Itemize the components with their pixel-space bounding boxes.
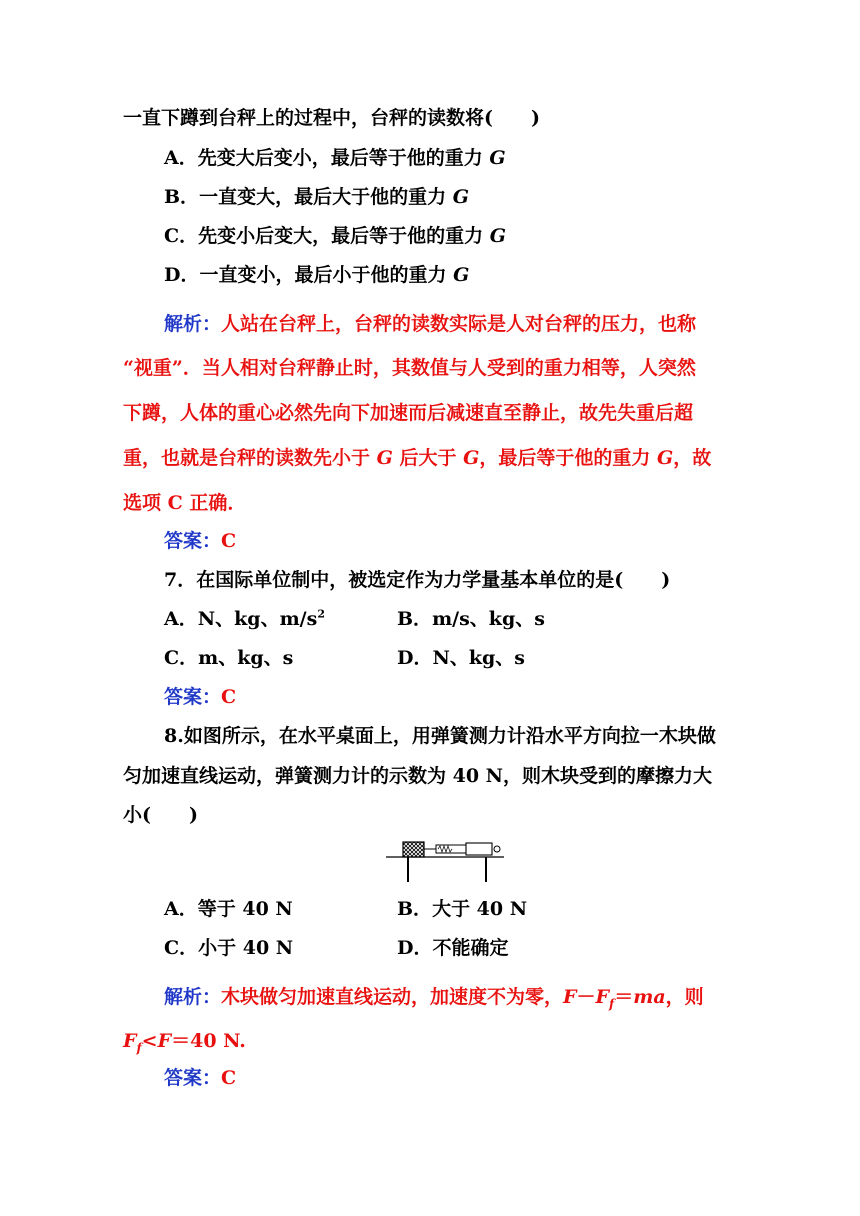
option-letter: C． xyxy=(164,937,199,959)
analysis-text: ，最后等于他的重力 xyxy=(479,447,657,469)
option-var: G xyxy=(452,186,469,208)
q6-analysis-line1 xyxy=(164,312,696,336)
option-text: N、kg、m/s xyxy=(197,608,318,630)
option-text: N、kg、s xyxy=(432,647,525,669)
analysis-label: 解析： xyxy=(164,313,222,335)
q6-analysis-line2 xyxy=(123,356,696,380)
option-var: G xyxy=(489,147,506,169)
analysis-text: 重，也就是台秤的读数先小于 xyxy=(123,447,377,469)
option-text: 一直变大，最后大于他的重力 xyxy=(199,186,453,208)
analysis-text: ，故 xyxy=(673,447,712,469)
option-letter: A． xyxy=(164,608,198,630)
option-text: 小于 40 N xyxy=(198,937,294,959)
q7-answer xyxy=(164,685,236,709)
q6-analysis-line3 xyxy=(123,401,693,425)
analysis-text: ，则 xyxy=(665,986,704,1008)
option-text: 先变大后变小，最后等于他的重力 xyxy=(197,147,490,169)
formula-var: F xyxy=(123,1030,137,1052)
answer-label: 答案： xyxy=(164,530,222,552)
q8-stem-text: 匀加速直线运动，弹簧测力计的示数为 40 N，则木块受到的摩擦力大 xyxy=(123,765,713,787)
analysis-var: G xyxy=(656,447,674,469)
q6-option-a xyxy=(164,146,506,170)
q8-stem-line3 xyxy=(123,803,198,827)
spring-scale-handle xyxy=(466,843,492,855)
option-text: m、kg、s xyxy=(198,647,294,669)
option-text: 一直变小，最后小于他的重力 xyxy=(199,264,454,286)
analysis-text: “视重”．当人相对台秤静止时，其数值与人受到的重力相等，人突然 xyxy=(123,357,696,379)
answer-value: C xyxy=(221,530,237,552)
formula-var: F xyxy=(563,986,577,1008)
analysis-text: 后大于 xyxy=(392,447,464,469)
analysis-text: 下蹲，人体的重心必然先向下加速而后减速直至静止，故先失重后超 xyxy=(123,402,694,424)
option-text: 先变小后变大，最后等于他的重力 xyxy=(198,225,490,247)
formula-var: ma xyxy=(633,986,666,1008)
option-text: m/s、kg、s xyxy=(432,608,545,630)
formula-subscript: f xyxy=(609,996,615,1011)
spring-scale-ring xyxy=(494,846,500,852)
spring-scale-body xyxy=(436,845,466,853)
formula-op: ＝ xyxy=(614,986,634,1008)
spring-scale-figure xyxy=(380,836,510,886)
option-letter: B． xyxy=(397,898,433,920)
q6-analysis-line5 xyxy=(123,491,246,515)
formula-op: < xyxy=(141,1030,158,1052)
q7-option-c xyxy=(164,646,293,670)
q6-analysis-line4 xyxy=(123,446,711,470)
analysis-text: 木块做匀加速直线运动，加速度不为零， xyxy=(221,986,564,1008)
option-letter: D． xyxy=(397,647,433,669)
wooden-block xyxy=(403,842,424,857)
superscript: 2 xyxy=(317,607,325,621)
formula-var: F xyxy=(595,986,610,1008)
q8-stem-text: 小( ) xyxy=(123,804,198,826)
analysis-var: G xyxy=(376,447,393,469)
q6-stem xyxy=(123,106,540,130)
analysis-text: 选项 C 正确． xyxy=(123,492,247,514)
option-text: 等于 40 N xyxy=(197,898,293,920)
q8-option-b xyxy=(397,897,527,921)
q6-option-d xyxy=(164,263,469,287)
q8-option-a xyxy=(164,897,293,921)
analysis-text: 人站在台秤上，台秤的读数实际是人对台秤的压力，也称 xyxy=(221,313,697,335)
answer-value: C xyxy=(221,1067,237,1089)
q8-stem-line2 xyxy=(123,764,712,788)
option-letter: B． xyxy=(397,608,433,630)
q8-analysis-line1 xyxy=(164,985,704,1009)
q7-option-a xyxy=(164,607,325,631)
option-letter: A． xyxy=(164,898,198,920)
option-letter: B． xyxy=(164,186,200,208)
answer-value: C xyxy=(221,686,237,708)
answer-label: 答案： xyxy=(164,686,222,708)
option-text: 不能确定 xyxy=(432,937,509,959)
q6-stem-text: 一直下蹲到台秤上的过程中，台秤的读数将( ) xyxy=(123,107,540,129)
option-letter: C． xyxy=(164,647,199,669)
option-letter: D． xyxy=(164,264,200,286)
option-letter: C． xyxy=(164,225,199,247)
answer-label: 答案： xyxy=(164,1067,222,1089)
analysis-var: G xyxy=(463,447,480,469)
analysis-label: 解析： xyxy=(164,986,222,1008)
option-var: G xyxy=(453,264,470,286)
q8-option-c xyxy=(164,936,293,960)
q8-answer xyxy=(164,1066,236,1090)
formula-subscript: f xyxy=(136,1040,142,1055)
q7-stem xyxy=(164,568,670,592)
option-var: G xyxy=(489,225,506,247)
option-letter: A． xyxy=(164,147,198,169)
q6-answer xyxy=(164,529,236,553)
analysis-text: ＝40 N. xyxy=(171,1030,246,1052)
q7-option-d xyxy=(397,646,525,670)
formula-var: F xyxy=(157,1030,172,1052)
q6-option-b xyxy=(164,185,469,209)
q8-stem-line1 xyxy=(164,724,716,748)
q6-option-c xyxy=(164,224,506,248)
q8-option-d xyxy=(397,936,509,960)
q8-analysis-line2 xyxy=(123,1029,246,1053)
option-letter: D． xyxy=(397,937,433,959)
q7-stem-text: 7．在国际单位制中，被选定作为力学量基本单位的是( ) xyxy=(164,569,671,591)
q8-stem-text: 8.如图所示，在水平桌面上，用弹簧测力计沿水平方向拉一木块做 xyxy=(164,725,716,747)
formula-op: － xyxy=(576,986,596,1008)
q7-option-b xyxy=(397,607,545,631)
option-text: 大于 40 N xyxy=(432,898,528,920)
